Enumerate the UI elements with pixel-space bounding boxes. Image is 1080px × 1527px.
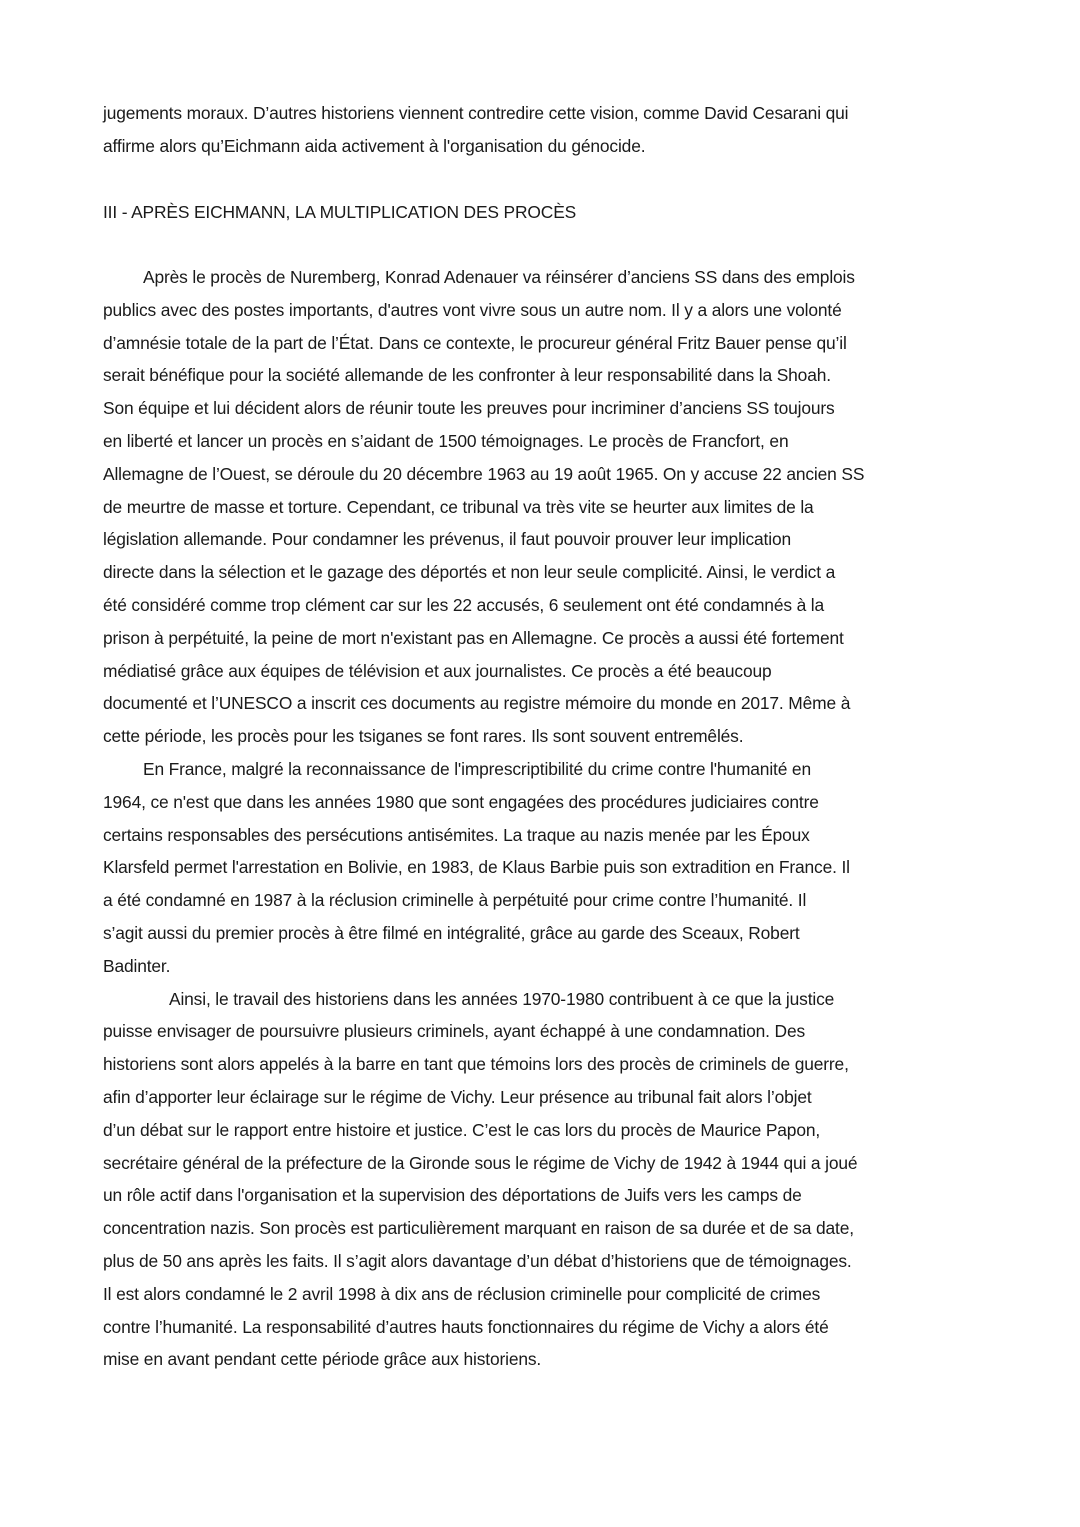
text-line: médiatisé grâce aux équipes de télévision et aux journalistes. Ce procès a été beaucoup [103, 660, 772, 681]
text-line: Klarsfeld permet l'arrestation en Bolivie, en 1983, de Klaus Barbie puis son extradition en France. Il [103, 857, 850, 878]
text-line: été considéré comme trop clément car sur les 22 accusés, 6 seulement ont été condamnés à la [103, 594, 825, 615]
text-line: de meurtre de masse et torture. Cependant, ce tribunal va très vite se heurter aux limites de la [103, 496, 814, 517]
paragraph [103, 983, 1003, 1377]
text-line: serait bénéfique pour la société allemande de les confronter à leur responsabilité dans la Shoah. [103, 365, 831, 386]
text-line: secrétaire général de la préfecture de la Gironde sous le régime de Vichy de 1942 à 1944 qui a joué [103, 1152, 858, 1173]
text-line: jugements moraux. D’autres historiens viennent contredire cette vision, comme David Cesarani qui [103, 103, 849, 123]
text-line: concentration nazis. Son procès est particulièrement marquant en raison de sa durée et de sa date, [103, 1218, 854, 1239]
section-heading-block [103, 196, 1003, 229]
text-line: puisse envisager de poursuivre plusieurs criminels, ayant échappé à une condamnation. Des [103, 1021, 806, 1042]
text-line: 1964, ce n'est que dans les années 1980 que sont engagées des procédures judiciaires contre [103, 791, 819, 812]
text-line: plus de 50 ans après les faits. Il s’agit alors davantage d’un débat d’historiens que de témoignages. [103, 1250, 852, 1271]
paragraph [103, 753, 1003, 983]
text-line: Badinter. [103, 955, 171, 976]
text-line: Il est alors condamné le 2 avril 1998 à dix ans de réclusion criminelle pour complicité de crimes [103, 1283, 821, 1304]
text-line: législation allemande. Pour condamner les prévenus, il faut pouvoir prouver leur implication [103, 529, 791, 550]
text-line: cette période, les procès pour les tsiganes se font rares. Ils sont souvent entremêlés. [103, 726, 744, 747]
intro-paragraph [103, 97, 1003, 163]
text-line: Son équipe et lui décident alors de réunir toute les preuves pour incriminer d’anciens SS toujours [103, 398, 835, 419]
text-line: publics avec des postes importants, d'autres vont vivre sous un autre nom. Il y a alors une volonté [103, 299, 842, 320]
text-line: historiens sont alors appelés à la barre en tant que témoins lors des procès de criminels de guerre, [103, 1054, 849, 1075]
text-line: prison à perpétuité, la peine de mort n'existant pas en Allemagne. Ce procès a aussi été fortement [103, 627, 844, 648]
text-line: documenté et l’UNESCO a inscrit ces documents au registre mémoire du monde en 2017. Même à [103, 693, 851, 714]
text-line: Allemagne de l’Ouest, se déroule du 20 décembre 1963 au 19 août 1965. On y accuse 22 ancien SS [103, 463, 865, 484]
section-body [103, 261, 1003, 1376]
section-heading: III - APRÈS EICHMANN, LA MULTIPLICATION DES PROCÈS [103, 202, 577, 222]
text-line: d’amnésie totale de la part de l’État. Dans ce contexte, le procureur général Fritz Bauer pense qu’il [103, 332, 847, 353]
text-line: mise en avant pendant cette période grâce aux historiens. [103, 1349, 542, 1370]
text-line: afin d’apporter leur éclairage sur le régime de Vichy. Leur présence au tribunal fait alors l’objet [103, 1086, 812, 1107]
text-line: En France, malgré la reconnaissance de l'imprescriptibilité du crime contre l'humanité en [143, 758, 811, 779]
paragraph [103, 261, 1003, 753]
text-line: s’agit aussi du premier procès à être filmé en intégralité, grâce au garde des Sceaux, Robert [103, 922, 800, 943]
text-line: en liberté et lancer un procès en s’aidant de 1500 témoignages. Le procès de Francfort, en [103, 430, 789, 451]
text-line: directe dans la sélection et le gazage des déportés et non leur seule complicité. Ainsi, le verdict a [103, 562, 836, 583]
text-line: Ainsi, le travail des historiens dans les années 1970-1980 contribuent à ce que la justice [169, 988, 835, 1009]
text-line: contre l’humanité. La responsabilité d’autres hauts fonctionnaires du régime de Vichy a alors été [103, 1316, 829, 1337]
text-line: certains responsables des persécutions antisémites. La traque au nazis menée par les Époux [103, 824, 810, 845]
text-line: d’un débat sur le rapport entre histoire et justice. C’est le cas lors du procès de Maurice Papon, [103, 1119, 821, 1140]
text-line: un rôle actif dans l'organisation et la supervision des déportations de Juifs vers les camps de [103, 1185, 802, 1206]
text-line: Après le procès de Nuremberg, Konrad Adenauer va réinsérer d’anciens SS dans des emplois [143, 267, 855, 287]
text-line: a été condamné en 1987 à la réclusion criminelle à perpétuité pour crime contre l’humanité. Il [103, 890, 807, 911]
text-line: affirme alors qu’Eichmann aida activement à l'organisation du génocide. [103, 135, 646, 156]
